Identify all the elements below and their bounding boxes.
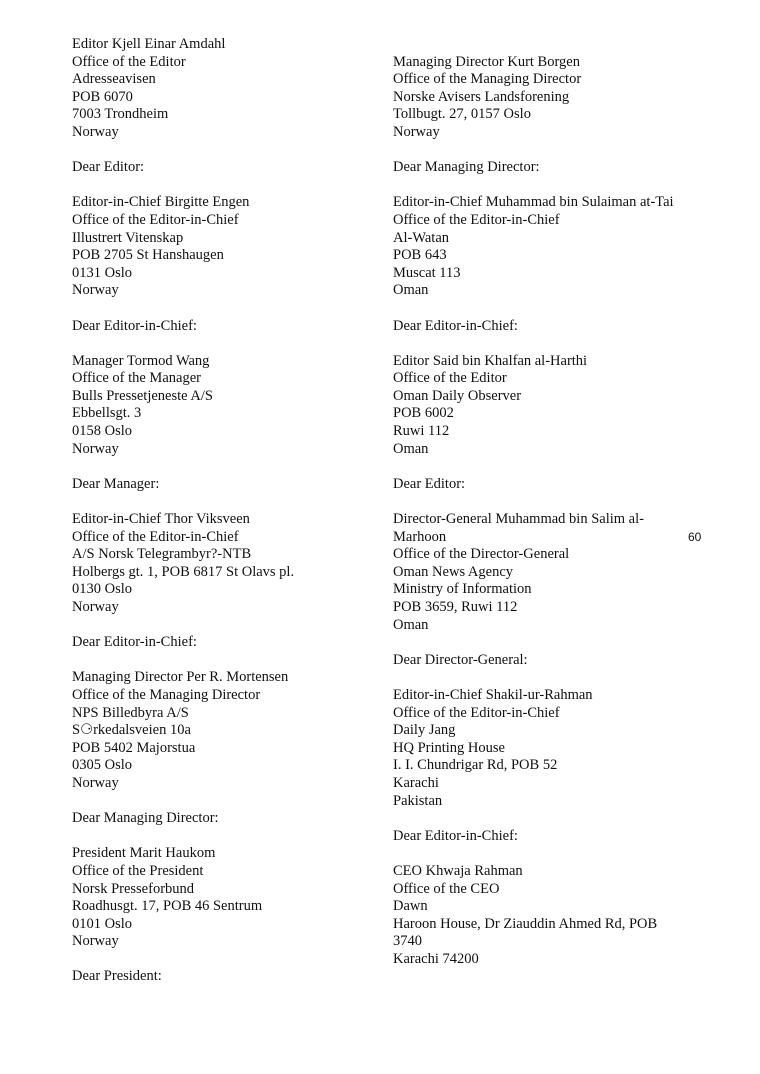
- address-line: 0130 Oslo: [72, 581, 133, 598]
- address-block: [393, 54, 675, 195]
- address-line: 0158 Oslo: [72, 423, 133, 440]
- salutation: Dear Editor-in-Chief:: [393, 827, 518, 844]
- address-line: Office of the Editor-in-Chief: [72, 528, 239, 545]
- address-line: Norway: [72, 599, 119, 615]
- address-line: Director-General Muhammad bin Salim al-Marhoon: [393, 511, 644, 545]
- address-line: Holbergs gt. 1, POB 6817 St Olavs pl.: [72, 563, 295, 580]
- salutation: Dear Manager:: [72, 475, 160, 492]
- address-line: Managing Director Per R. Mortensen: [72, 669, 289, 686]
- address-line: POB 5402 Majorstua: [72, 739, 196, 756]
- address-line: Haroon House, Dr Ziauddin Ahmed Rd, POB 3740: [393, 915, 658, 950]
- address-line: Managing Director Kurt Borgen: [393, 53, 580, 70]
- address-line: Office of the Editor: [72, 53, 186, 70]
- address-block: [393, 353, 675, 511]
- salutation: Dear Editor-in-Chief:: [72, 317, 197, 334]
- right-column: [393, 54, 675, 969]
- address-line: Office of the Editor-in-Chief: [393, 704, 560, 721]
- address-line: Illustrert Vitenskap: [72, 229, 184, 246]
- address-block: [393, 511, 675, 687]
- address-line: Norway: [72, 440, 119, 457]
- salutation: Dear Editor:: [393, 475, 466, 492]
- address-block: [393, 863, 675, 969]
- address-line: Bulls Pressetjeneste A/S: [72, 387, 213, 404]
- address-line: Office of the Managing Director: [393, 71, 582, 88]
- address-line: Editor Kjell Einar Amdahl: [72, 36, 226, 52]
- salutation: Dear President:: [72, 968, 162, 985]
- address-line: POB 643: [393, 247, 447, 264]
- address-line: Office of the CEO: [393, 880, 500, 897]
- address-line: 0305 Oslo: [72, 757, 133, 774]
- address-block: [72, 36, 372, 194]
- address-block: [72, 669, 372, 845]
- address-block: [72, 353, 372, 511]
- address-line: S⚆rkedalsveien 10a: [72, 722, 191, 739]
- salutation: Dear Editor-in-Chief:: [72, 634, 197, 651]
- address-line: Ruwi 112: [393, 423, 450, 440]
- address-line: Karachi 74200: [393, 950, 479, 967]
- address-line: POB 6002: [393, 405, 454, 422]
- address-block: [393, 194, 675, 352]
- address-line: Editor Said bin Khalfan al-Harthi: [393, 352, 588, 369]
- address-line: Adresseavisen: [72, 71, 156, 88]
- address-line: Office of the Managing Director: [72, 686, 261, 703]
- salutation: Dear Editor:: [72, 159, 145, 176]
- address-line: Office of the Director-General: [393, 546, 570, 563]
- left-column: [72, 36, 372, 986]
- address-line: 0101 Oslo: [72, 915, 133, 932]
- address-line: Tollbugt. 27, 0157 Oslo: [393, 106, 531, 123]
- address-line: Editor-in-Chief Birgitte Engen: [72, 194, 250, 211]
- salutation: Dear Editor-in-Chief:: [393, 317, 518, 334]
- address-line: Oman: [393, 282, 429, 299]
- address-line: Al-Watan: [393, 229, 450, 246]
- address-block: [72, 194, 372, 352]
- address-line: Norway: [72, 933, 119, 950]
- address-line: Karachi: [393, 774, 439, 791]
- address-line: 7003 Trondheim: [72, 106, 169, 123]
- address-line: HQ Printing House: [393, 739, 505, 756]
- address-line: Editor-in-Chief Muhammad bin Sulaiman at-Tai: [393, 194, 674, 211]
- page-number: 60: [688, 530, 702, 544]
- address-line: President Marit Haukom: [72, 845, 216, 862]
- address-line: Pakistan: [393, 792, 443, 809]
- address-line: Muscat 113: [393, 264, 461, 281]
- address-line: Ministry of Information: [393, 581, 532, 598]
- address-line: Oman Daily Observer: [393, 387, 522, 404]
- address-line: Roadhusgt. 17, POB 46 Sentrum: [72, 898, 263, 915]
- address-line: Oman: [393, 616, 429, 633]
- address-line: Office of the Manager: [72, 370, 201, 387]
- address-line: 0131 Oslo: [72, 264, 133, 281]
- address-line: Norske Avisers Landsforening: [393, 88, 570, 105]
- address-line: Oman: [393, 440, 429, 457]
- address-line: POB 2705 St Hanshaugen: [72, 247, 224, 264]
- salutation: Dear Managing Director:: [393, 159, 540, 176]
- address-line: Ebbellsgt. 3: [72, 405, 142, 422]
- address-line: Office of the Editor-in-Chief: [72, 211, 239, 228]
- address-line: Norway: [72, 282, 119, 299]
- address-line: POB 3659, Ruwi 112: [393, 599, 518, 615]
- address-line: POB 6070: [72, 88, 133, 105]
- address-line: Oman News Agency: [393, 563, 514, 580]
- address-line: Manager Tormod Wang: [72, 352, 210, 369]
- address-line: Editor-in-Chief Shakil-ur-Rahman: [393, 686, 593, 703]
- address-line: Dawn: [393, 898, 428, 915]
- address-line: Norway: [393, 123, 440, 140]
- salutation: Dear Managing Director:: [72, 810, 219, 827]
- address-line: CEO Khwaja Rahman: [393, 862, 523, 879]
- address-block: [72, 511, 372, 669]
- address-line: Office of the Editor: [393, 370, 507, 387]
- address-line: Norsk Presseforbund: [72, 880, 195, 897]
- address-line: Office of the Editor-in-Chief: [393, 211, 560, 228]
- address-line: NPS Billedbyra A/S: [72, 704, 189, 721]
- address-line: A/S Norsk Telegrambyr?-NTB: [72, 546, 252, 563]
- salutation: Dear Director-General:: [393, 651, 528, 668]
- address-line: Office of the President: [72, 862, 204, 879]
- address-line: Norway: [72, 123, 119, 140]
- address-line: Editor-in-Chief Thor Viksveen: [72, 511, 250, 528]
- address-line: Daily Jang: [393, 722, 456, 739]
- address-block: [72, 845, 372, 986]
- address-block: [393, 687, 675, 863]
- address-line: Norway: [72, 774, 119, 791]
- address-line: I. I. Chundrigar Rd, POB 52: [393, 757, 558, 774]
